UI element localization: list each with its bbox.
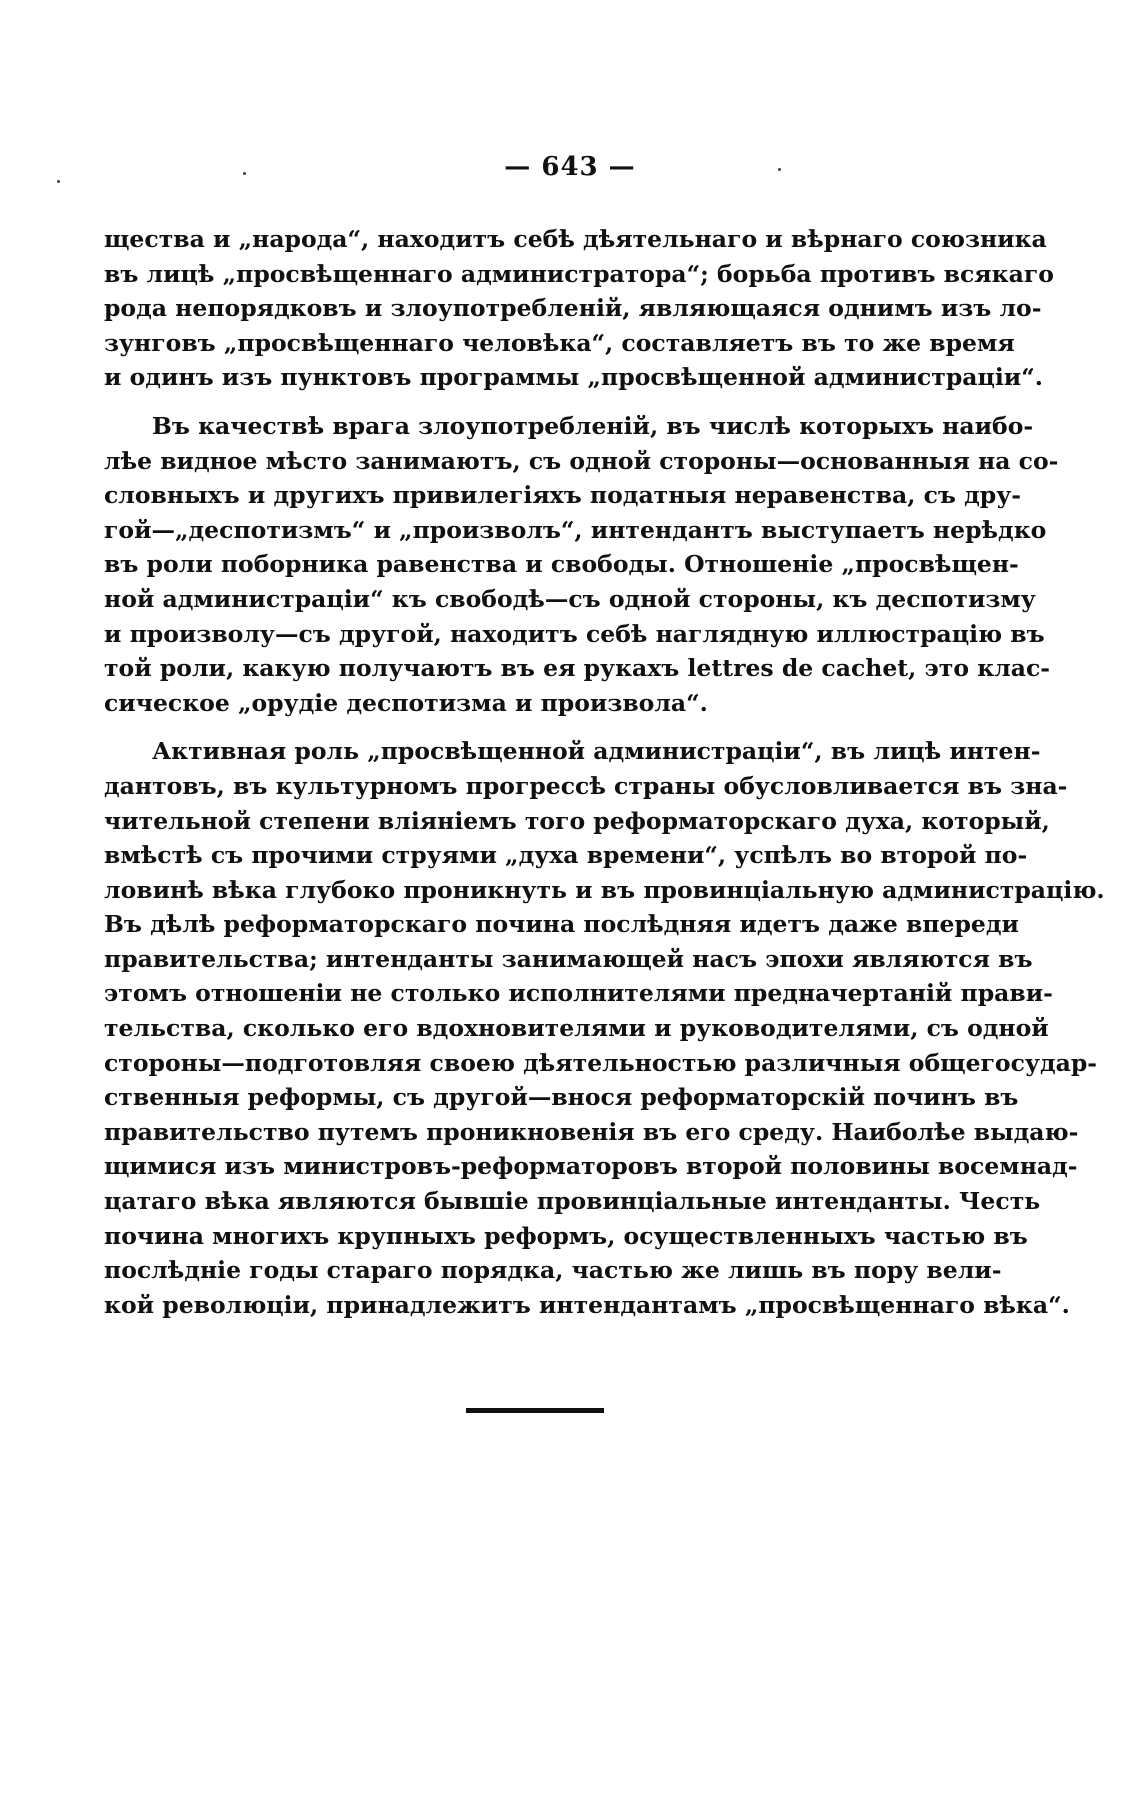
text-line: вмѣстѣ съ прочими струями „духа времени“, успѣлъ во второй по- bbox=[104, 841, 1028, 870]
text-line: и одинъ изъ пунктовъ программы „просвѣщенной администраціи“. bbox=[104, 363, 1043, 392]
text-line: чительной степени вліяніемъ того реформаторскаго духа, который, bbox=[104, 806, 1050, 835]
paragraph bbox=[104, 734, 1105, 1322]
text-line: рода непорядковъ и злоупотребленій, являющаяся однимъ изъ ло- bbox=[104, 294, 1042, 323]
end-rule bbox=[466, 1408, 604, 1413]
text-line: Въ качествѣ врага злоупотребленій, въ числѣ которыхъ наибо- bbox=[152, 411, 1034, 440]
text-line: цатаго вѣка являются бывшіе провинціальные интенданты. Честь bbox=[104, 1187, 1041, 1216]
paragraph-gap bbox=[104, 395, 970, 409]
text-line: правительства; интенданты занимающей насъ эпохи являются въ bbox=[104, 944, 1033, 973]
text-line: щимися изъ министровъ-реформаторовъ второй половины восемнад- bbox=[104, 1152, 1078, 1181]
text-line: въ лицѣ „просвѣщеннаго администратора“; борьба противъ всякаго bbox=[104, 259, 1054, 288]
text-line: Активная роль „просвѣщенной администраціи“, въ лицѣ интен- bbox=[152, 737, 1041, 766]
text-line: зунговъ „просвѣщеннаго человѣка“, составляетъ въ то же время bbox=[104, 328, 1015, 357]
text-line: лѣе видное мѣсто занимаютъ, съ одной стороны—основанныя на со- bbox=[104, 446, 1059, 475]
text-line: послѣдніе годы стараго порядка, частью же лишь въ пору вели- bbox=[104, 1256, 1002, 1285]
speck-mark bbox=[243, 172, 246, 175]
text-line: гой—„деспотизмъ“ и „произволъ“, интендантъ выступаетъ нерѣдко bbox=[104, 515, 1047, 544]
speck-mark bbox=[57, 180, 60, 183]
text-line: кой революціи, принадлежитъ интендантамъ „просвѣщеннаго вѣка“. bbox=[104, 1290, 1070, 1319]
text-line: и произволу—съ другой, находитъ себѣ наглядную иллюстрацію въ bbox=[104, 619, 1045, 648]
text-line: ственныя реформы, съ другой—внося реформаторскій починъ въ bbox=[104, 1083, 1019, 1112]
paragraph bbox=[104, 409, 1059, 720]
text-line: той роли, какую получаютъ въ ея рукахъ lettres de cachet, это клас- bbox=[104, 654, 1051, 683]
text-line: тельства, сколько его вдохновителями и руководителями, съ одной bbox=[104, 1014, 1049, 1043]
text-line: ной администраціи“ къ свободѣ—съ одной стороны, къ деспотизму bbox=[104, 584, 1036, 613]
body-text bbox=[104, 222, 1105, 1322]
text-line: стороны—подготовляя своею дѣятельностью различныя общегосудар- bbox=[104, 1048, 1098, 1077]
text-line: словныхъ и другихъ привилегіяхъ податныя неравенства, съ дру- bbox=[104, 481, 1022, 510]
text-line: Въ дѣлѣ реформаторскаго почина послѣдняя идетъ даже впереди bbox=[104, 910, 1019, 939]
text-line: щества и „народа“, находитъ себѣ дѣятельнаго и вѣрнаго союзника bbox=[104, 225, 1047, 253]
text-line: дантовъ, въ культурномъ прогрессѣ страны обусловливается въ зна- bbox=[104, 771, 1068, 800]
speck-mark bbox=[778, 168, 781, 171]
paragraph bbox=[104, 222, 1054, 395]
text-line: сическое „орудіе деспотизма и произвола“. bbox=[104, 688, 708, 717]
paragraph-gap bbox=[104, 720, 970, 734]
text-line: въ роли поборника равенства и свободы. Отношеніе „просвѣщен- bbox=[104, 550, 1019, 579]
text-line: ловинѣ вѣка глубоко проникнуть и въ провинціальную администрацію. bbox=[104, 875, 1105, 904]
page-number: — 643 — bbox=[504, 152, 636, 182]
text-line: почина многихъ крупныхъ реформъ, осуществленныхъ частью въ bbox=[104, 1221, 1028, 1250]
text-line: правительство путемъ проникновенія въ его среду. Наиболѣе выдаю- bbox=[104, 1117, 1079, 1146]
text-line: этомъ отношеніи не столько исполнителями предначертаній прави- bbox=[104, 979, 1053, 1008]
